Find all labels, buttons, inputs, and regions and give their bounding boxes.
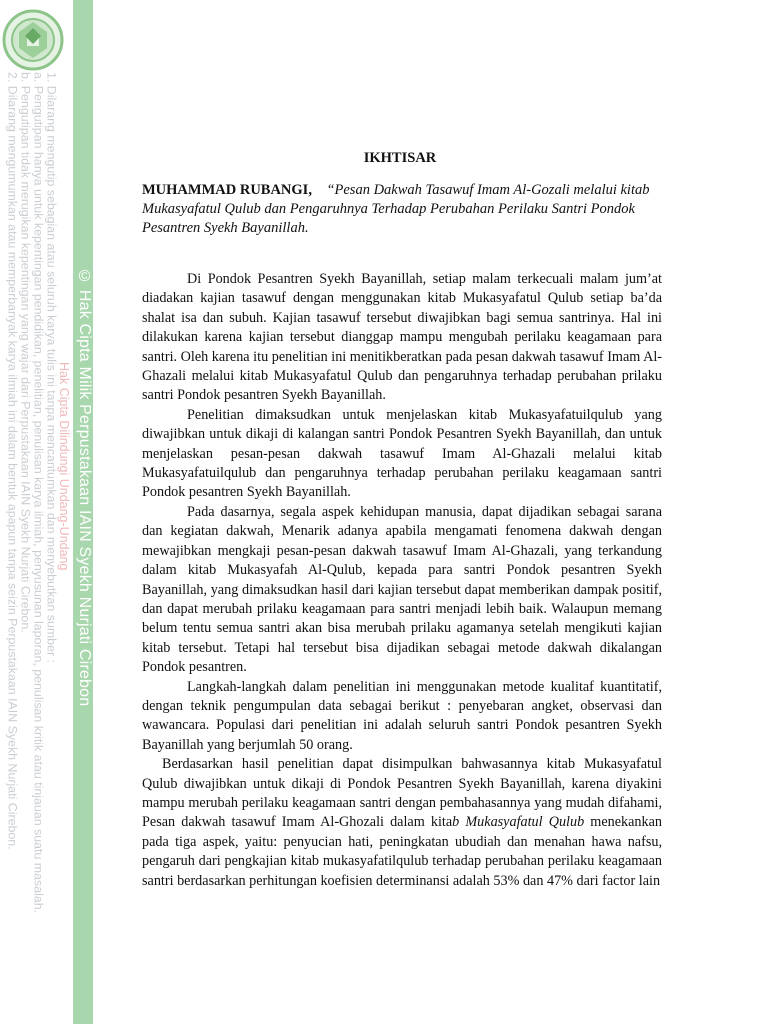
paragraph: Pada dasarnya, segala aspek kehidupan manusia, dapat dijadikan sebagai sarana dan kegiatan dakwah, Menarik adanya apabila mengamati fenomena dakwah dengan mewajibkan mengkaji pesan-pesan dakwah tasawuf Imam Al-Ghazali, yang terkandung dalam kitab Mukasyafah Al-Qulub, kepada para santri Pondok pesantren Syekh Bayanillah, yang dimaksudkan hasil dari kajian tersebut dapat memberikan dampak positif, dan dapat merubah prilaku keagamaan para santri menjadi lebih baik. Walaupun memang belum tentu semua santri akan bisa merubah prilaku agamanya setelah mengikuti kajian kitab tersebut. Tetapi hal tersebut bisa dijadikan sebagai metode dakwah dikalangan Pondok pesantren.	[142, 503, 662, 676]
conclusion-book-title: b Mukasyafatul Qulub	[452, 814, 585, 831]
abstract-body	[142, 270, 662, 891]
university-seal-logo	[2, 8, 64, 72]
paragraph: Penelitian dimaksudkan untuk menjelaskan kitab Mukasyafatuilqulub yang diwajibkan untuk dikaji di kalangan santri Pondok Pesantren Syekh Bayanillah, dan untuk menjelaskan pesan-pesan dakwah tasawuf Imam Al-Ghazali melalui kitab Mukasyafatuilqulub dan pengaruhnya terhadap perubahan perilaku keagamaan santri Pondok pesantren Syekh Bayanillah.	[142, 406, 662, 501]
paragraph: Di Pondok Pesantren Syekh Bayanillah, setiap malam terkecuali malam jum’at diadakan kajian tasawuf dengan menggunakan kitab Mukasyafatul Qulub setiap ba’da shalat isa dan subuh. Kajian tasawuf tersebut diwajibkan bagi semua santrinya. Hal ini dilakukan karena kajian tersebut dianggap mampu mengubah perilaku keagamaan para santri. Oleh karena itu penelitian ini menitikberatkan pada pesan dakwah tasawuf Imam Al-Ghazali melalui kitab Mukasyafatul Qulub dan pengaruhnya terhadap perubahan prilaku santri Pondok pesantren Syekh Bayanillah.	[142, 271, 662, 404]
author-name: MUHAMMAD RUBANGI,	[142, 182, 312, 198]
conclusion-text: Berdasarkan hasil penelitian dapat disimpulkan bahwasannya kitab Mukasyafatul Qulub diwajibkan untuk dikaji di Pondok Pesantren Syekh Bayanillah, karena diyakini mampu merubah perilaku keagamaan santri dengan pembahasannya yang mudah difahami, Pesan dakwah tasawuf Imam Al-Ghozali dalam kita	[142, 756, 662, 831]
notice-line-b: b. Pengutipan tidak merugikan kepentingan yang wajar dari Perpustakaan IAIN Syekh Nurjati Cirebon.	[18, 72, 33, 633]
conclusion-paragraph	[142, 755, 662, 891]
thesis-title: “Pesan Dakwah Tasawuf Imam Al-Gozali melalui kitab Mukasyafatul Qulub dan Pengaruhnya Terhadap Perubahan Perilaku Santri Pondok Pesantren Syekh Bayanillah.	[142, 182, 650, 236]
notice-line-1: 1. Dilarang mengutip sebagian atau seluruh karya tulis ini tanpa mencantumkan dan menyebutkan sumber :	[44, 72, 59, 663]
notice-line-a: a. Pengutipan hanya untuk kepentingan pendidikan, penelitian, penulisan karya ilmiah, penyusunan laporan, penulisan kritik atau tinjauan suatu masalah.	[31, 72, 46, 914]
abstract-header	[142, 181, 662, 238]
page-title: IKHTISAR	[363, 150, 437, 166]
notice-line-2: 2. Dilarang mengumumkan atau memperbanyak karya ilmiah ini dalam bentuk apapun tanpa seizin Perpustakaan IAIN Syekh Nurjati Cirebon.	[5, 72, 20, 850]
protected-by-law-watermark: Hak Cipta Dilindungi Undang-Undang	[57, 362, 71, 571]
copyright-watermark: © Hak Cipta Milik Perpustakaan IAIN Syekh Nurjati Cirebon	[76, 268, 93, 707]
header-spacer	[316, 182, 327, 198]
conclusion-text-continued: menekankan pada tiga aspek, yaitu: penyucian hati, peningkatan ubudiah dan menahan hawa nafsu, pengaruh dari pengkajian kitab mukasyafatilqulub terhadap perubahan perilaku keagamaan santri berdasarkan perhitungan koefisien determinansi adalah 53% dan 47% dari factor lain	[142, 814, 662, 889]
paragraph: Langkah-langkah dalam penelitian ini menggunakan metode kualitaf kuantitatif, dengan teknik pengumpulan data sebagai berikut : penyebaran angket, observasi dan wawancara. Populasi dari penelitian ini adalah seluruh santri Pondok pesantren Syekh Bayanillah yang berjumlah 50 orang.	[142, 678, 662, 753]
